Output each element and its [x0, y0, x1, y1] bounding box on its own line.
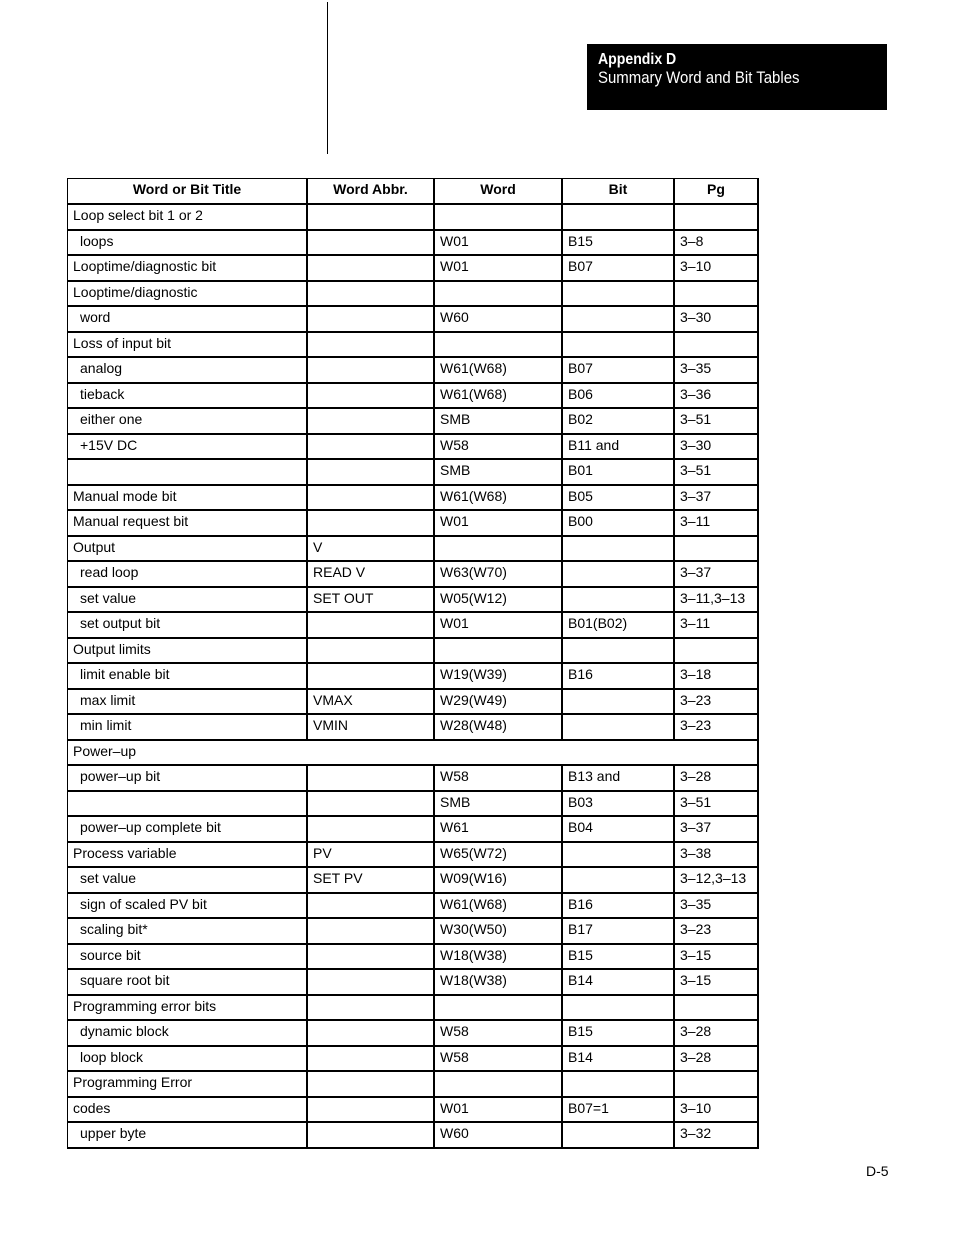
appendix-header [587, 44, 887, 110]
cell-pg: 3–30 [675, 307, 759, 333]
cell-title [68, 792, 308, 818]
cell-bit [563, 282, 675, 308]
table-row [68, 766, 759, 792]
table-row [68, 205, 759, 231]
cell-pg [675, 1072, 759, 1098]
cell-pg: 3–10 [675, 256, 759, 282]
table-row [68, 460, 759, 486]
cell-title: tieback [68, 384, 308, 410]
cell-bit [563, 1072, 675, 1098]
cell-title: set output bit [68, 613, 308, 639]
cell-bit: B01 [563, 460, 675, 486]
table-row [68, 256, 759, 282]
cell-title: power–up complete bit [68, 817, 308, 843]
cell-bit: B14 [563, 1047, 675, 1073]
cell-abbr [308, 1098, 435, 1124]
table-row [68, 919, 759, 945]
table-row [68, 639, 759, 665]
cell-pg: 3–11,3–13 [675, 588, 759, 614]
cell-bit: B14 [563, 970, 675, 996]
table-row [68, 537, 759, 563]
table-row [68, 486, 759, 512]
cell-pg: 3–28 [675, 766, 759, 792]
cell-bit: B15 [563, 1021, 675, 1047]
cell-title: Output [68, 537, 308, 563]
table-row [68, 868, 759, 894]
table-row [68, 1123, 759, 1149]
cell-title: square root bit [68, 970, 308, 996]
table-row [68, 613, 759, 639]
cell-abbr [308, 409, 435, 435]
table-row [68, 1047, 759, 1073]
cell-abbr [308, 1047, 435, 1073]
cell-title: power–up bit [68, 766, 308, 792]
cell-title: loop block [68, 1047, 308, 1073]
cell-word: W01 [435, 511, 563, 537]
cell-title: Programming error bits [68, 996, 308, 1022]
cell-bit [563, 639, 675, 665]
cell-pg: 3–10 [675, 1098, 759, 1124]
cell-bit [563, 537, 675, 563]
cell-title: source bit [68, 945, 308, 971]
cell-abbr [308, 766, 435, 792]
cell-pg: 3–23 [675, 690, 759, 716]
cell-abbr: READ V [308, 562, 435, 588]
cell-bit: B07=1 [563, 1098, 675, 1124]
cell-pg: 3–11 [675, 511, 759, 537]
cell-bit: B15 [563, 945, 675, 971]
cell-word: W28(W48) [435, 715, 563, 741]
cell-bit [563, 843, 675, 869]
page-number: D-5 [866, 1163, 889, 1179]
table-row [68, 715, 759, 741]
cell-word: W29(W49) [435, 690, 563, 716]
table-row [68, 562, 759, 588]
cell-abbr [308, 333, 435, 359]
cell-abbr [308, 384, 435, 410]
cell-bit: B16 [563, 664, 675, 690]
cell-abbr: SET OUT [308, 588, 435, 614]
cell-title: upper byte [68, 1123, 308, 1149]
cell-bit: B03 [563, 792, 675, 818]
table-row [68, 792, 759, 818]
cell-bit [563, 307, 675, 333]
cell-abbr [308, 435, 435, 461]
cell-abbr [308, 817, 435, 843]
cell-abbr [308, 460, 435, 486]
cell-bit: B07 [563, 256, 675, 282]
cell-title: either one [68, 409, 308, 435]
cell-pg: 3–51 [675, 409, 759, 435]
table-row [68, 843, 759, 869]
cell-title: Looptime/diagnostic [68, 282, 308, 308]
cell-word: W01 [435, 1098, 563, 1124]
cell-bit [563, 588, 675, 614]
cell-title: scaling bit* [68, 919, 308, 945]
cell-word: W05(W12) [435, 588, 563, 614]
cell-pg [675, 537, 759, 563]
cell-pg: 3–15 [675, 970, 759, 996]
table-row [68, 307, 759, 333]
cell-title: Output limits [68, 639, 308, 665]
summary-table [67, 178, 759, 1149]
cell-abbr [308, 664, 435, 690]
cell-title: Loss of input bit [68, 333, 308, 359]
cell-abbr [308, 282, 435, 308]
cell-word: W61(W68) [435, 384, 563, 410]
cell-title: Loop select bit 1 or 2 [68, 205, 308, 231]
cell-bit [563, 205, 675, 231]
table-row [68, 333, 759, 359]
cell-title: set value [68, 588, 308, 614]
cell-word: W01 [435, 256, 563, 282]
cell-title: loops [68, 231, 308, 257]
cell-word: W65(W72) [435, 843, 563, 869]
col-header-bit: Bit [563, 179, 675, 205]
cell-word: W58 [435, 1021, 563, 1047]
cell-word: SMB [435, 792, 563, 818]
cell-abbr [308, 1123, 435, 1149]
cell-word: W58 [435, 1047, 563, 1073]
table-header-row [68, 179, 759, 205]
cell-bit: B05 [563, 486, 675, 512]
cell-word: SMB [435, 460, 563, 486]
cell-title: set value [68, 868, 308, 894]
cell-word: W58 [435, 766, 563, 792]
table-row [68, 996, 759, 1022]
cell-word: W63(W70) [435, 562, 563, 588]
cell-title: limit enable bit [68, 664, 308, 690]
table-row [68, 231, 759, 257]
cell-word: W60 [435, 307, 563, 333]
cell-abbr [308, 970, 435, 996]
table-row [68, 690, 759, 716]
cell-word [435, 996, 563, 1022]
cell-pg: 3–38 [675, 843, 759, 869]
cell-abbr [308, 894, 435, 920]
cell-pg: 3–11 [675, 613, 759, 639]
table-row [68, 664, 759, 690]
cell-title: Manual mode bit [68, 486, 308, 512]
table-row [68, 588, 759, 614]
cell-bit [563, 333, 675, 359]
table-row [68, 741, 759, 767]
cell-bit [563, 1123, 675, 1149]
cell-pg: 3–36 [675, 384, 759, 410]
cell-abbr [308, 256, 435, 282]
table-row [68, 945, 759, 971]
cell-pg: 3–32 [675, 1123, 759, 1149]
cell-abbr [308, 919, 435, 945]
cell-abbr: PV [308, 843, 435, 869]
cell-pg [675, 205, 759, 231]
table-body [68, 205, 759, 1149]
cell-pg: 3–30 [675, 435, 759, 461]
cell-pg: 3–51 [675, 792, 759, 818]
cell-bit: B13 and [563, 766, 675, 792]
table-row [68, 282, 759, 308]
cell-bit: B01(B02) [563, 613, 675, 639]
table-row [68, 409, 759, 435]
margin-rule [327, 2, 328, 154]
col-header-title: Word or Bit Title [68, 179, 308, 205]
cell-word: W09(W16) [435, 868, 563, 894]
table-row [68, 511, 759, 537]
cell-pg: 3–51 [675, 460, 759, 486]
cell-pg [675, 639, 759, 665]
cell-title: min limit [68, 715, 308, 741]
cell-abbr [308, 792, 435, 818]
cell-pg: 3–37 [675, 817, 759, 843]
cell-title: read loop [68, 562, 308, 588]
cell-bit: B07 [563, 358, 675, 384]
cell-title: Manual request bit [68, 511, 308, 537]
table-row [68, 1021, 759, 1047]
cell-pg [675, 996, 759, 1022]
cell-title [68, 460, 308, 486]
cell-abbr: VMIN [308, 715, 435, 741]
cell-bit: B06 [563, 384, 675, 410]
col-header-word: Word [435, 179, 563, 205]
cell-word [435, 282, 563, 308]
cell-pg [675, 282, 759, 308]
cell-title: +15V DC [68, 435, 308, 461]
appendix-title: Appendix D [598, 51, 677, 68]
cell-pg: 3–35 [675, 894, 759, 920]
cell-word: W01 [435, 613, 563, 639]
cell-word: W61(W68) [435, 894, 563, 920]
cell-bit: B17 [563, 919, 675, 945]
cell-pg: 3–15 [675, 945, 759, 971]
cell-abbr [308, 486, 435, 512]
cell-word [435, 205, 563, 231]
cell-title: Looptime/diagnostic bit [68, 256, 308, 282]
col-header-abbr: Word Abbr. [308, 179, 435, 205]
cell-word [435, 1072, 563, 1098]
cell-word [435, 537, 563, 563]
cell-abbr: V [308, 537, 435, 563]
cell-pg: 3–35 [675, 358, 759, 384]
cell-pg: 3–12,3–13 [675, 868, 759, 894]
cell-abbr [308, 613, 435, 639]
appendix-subtitle: Summary Word and Bit Tables [598, 68, 800, 87]
table-row [68, 435, 759, 461]
cell-word: W58 [435, 435, 563, 461]
cell-title: Programming Error [68, 1072, 308, 1098]
cell-abbr: VMAX [308, 690, 435, 716]
cell-bit: B11 and [563, 435, 675, 461]
cell-abbr [308, 231, 435, 257]
cell-title: sign of scaled PV bit [68, 894, 308, 920]
table-row [68, 817, 759, 843]
cell-abbr [308, 996, 435, 1022]
cell-bit [563, 690, 675, 716]
cell-bit [563, 868, 675, 894]
cell-abbr [308, 511, 435, 537]
cell-bit: B00 [563, 511, 675, 537]
cell-abbr: SET PV [308, 868, 435, 894]
cell-title: max limit [68, 690, 308, 716]
cell-word: W30(W50) [435, 919, 563, 945]
cell-word: W19(W39) [435, 664, 563, 690]
cell-title: dynamic block [68, 1021, 308, 1047]
cell-abbr [308, 945, 435, 971]
cell-pg: 3–37 [675, 486, 759, 512]
cell-abbr [308, 307, 435, 333]
cell-abbr [308, 358, 435, 384]
table-row [68, 970, 759, 996]
cell-bit [563, 562, 675, 588]
cell-title: codes [68, 1098, 308, 1124]
table-row [68, 894, 759, 920]
cell-bit: B04 [563, 817, 675, 843]
cell-abbr [308, 639, 435, 665]
cell-pg: 3–23 [675, 715, 759, 741]
cell-bit: B02 [563, 409, 675, 435]
cell-word: W18(W38) [435, 970, 563, 996]
cell-abbr [308, 205, 435, 231]
cell-word: SMB [435, 409, 563, 435]
cell-bit: B15 [563, 231, 675, 257]
cell-title: Power–up [68, 741, 759, 767]
cell-pg: 3–18 [675, 664, 759, 690]
cell-title: analog [68, 358, 308, 384]
table-row [68, 358, 759, 384]
cell-pg [675, 333, 759, 359]
cell-pg: 3–37 [675, 562, 759, 588]
cell-pg: 3–28 [675, 1047, 759, 1073]
cell-pg: 3–23 [675, 919, 759, 945]
cell-bit [563, 996, 675, 1022]
cell-abbr [308, 1021, 435, 1047]
cell-word [435, 639, 563, 665]
cell-word: W61 [435, 817, 563, 843]
cell-bit [563, 715, 675, 741]
col-header-pg: Pg [675, 179, 759, 205]
cell-title: Process variable [68, 843, 308, 869]
cell-word: W60 [435, 1123, 563, 1149]
table-row [68, 1072, 759, 1098]
table-row [68, 1098, 759, 1124]
cell-abbr [308, 1072, 435, 1098]
cell-word: W61(W68) [435, 358, 563, 384]
cell-word: W01 [435, 231, 563, 257]
cell-word: W18(W38) [435, 945, 563, 971]
cell-title: word [68, 307, 308, 333]
table-row [68, 384, 759, 410]
cell-word: W61(W68) [435, 486, 563, 512]
cell-bit: B16 [563, 894, 675, 920]
cell-pg: 3–28 [675, 1021, 759, 1047]
cell-word [435, 333, 563, 359]
cell-pg: 3–8 [675, 231, 759, 257]
